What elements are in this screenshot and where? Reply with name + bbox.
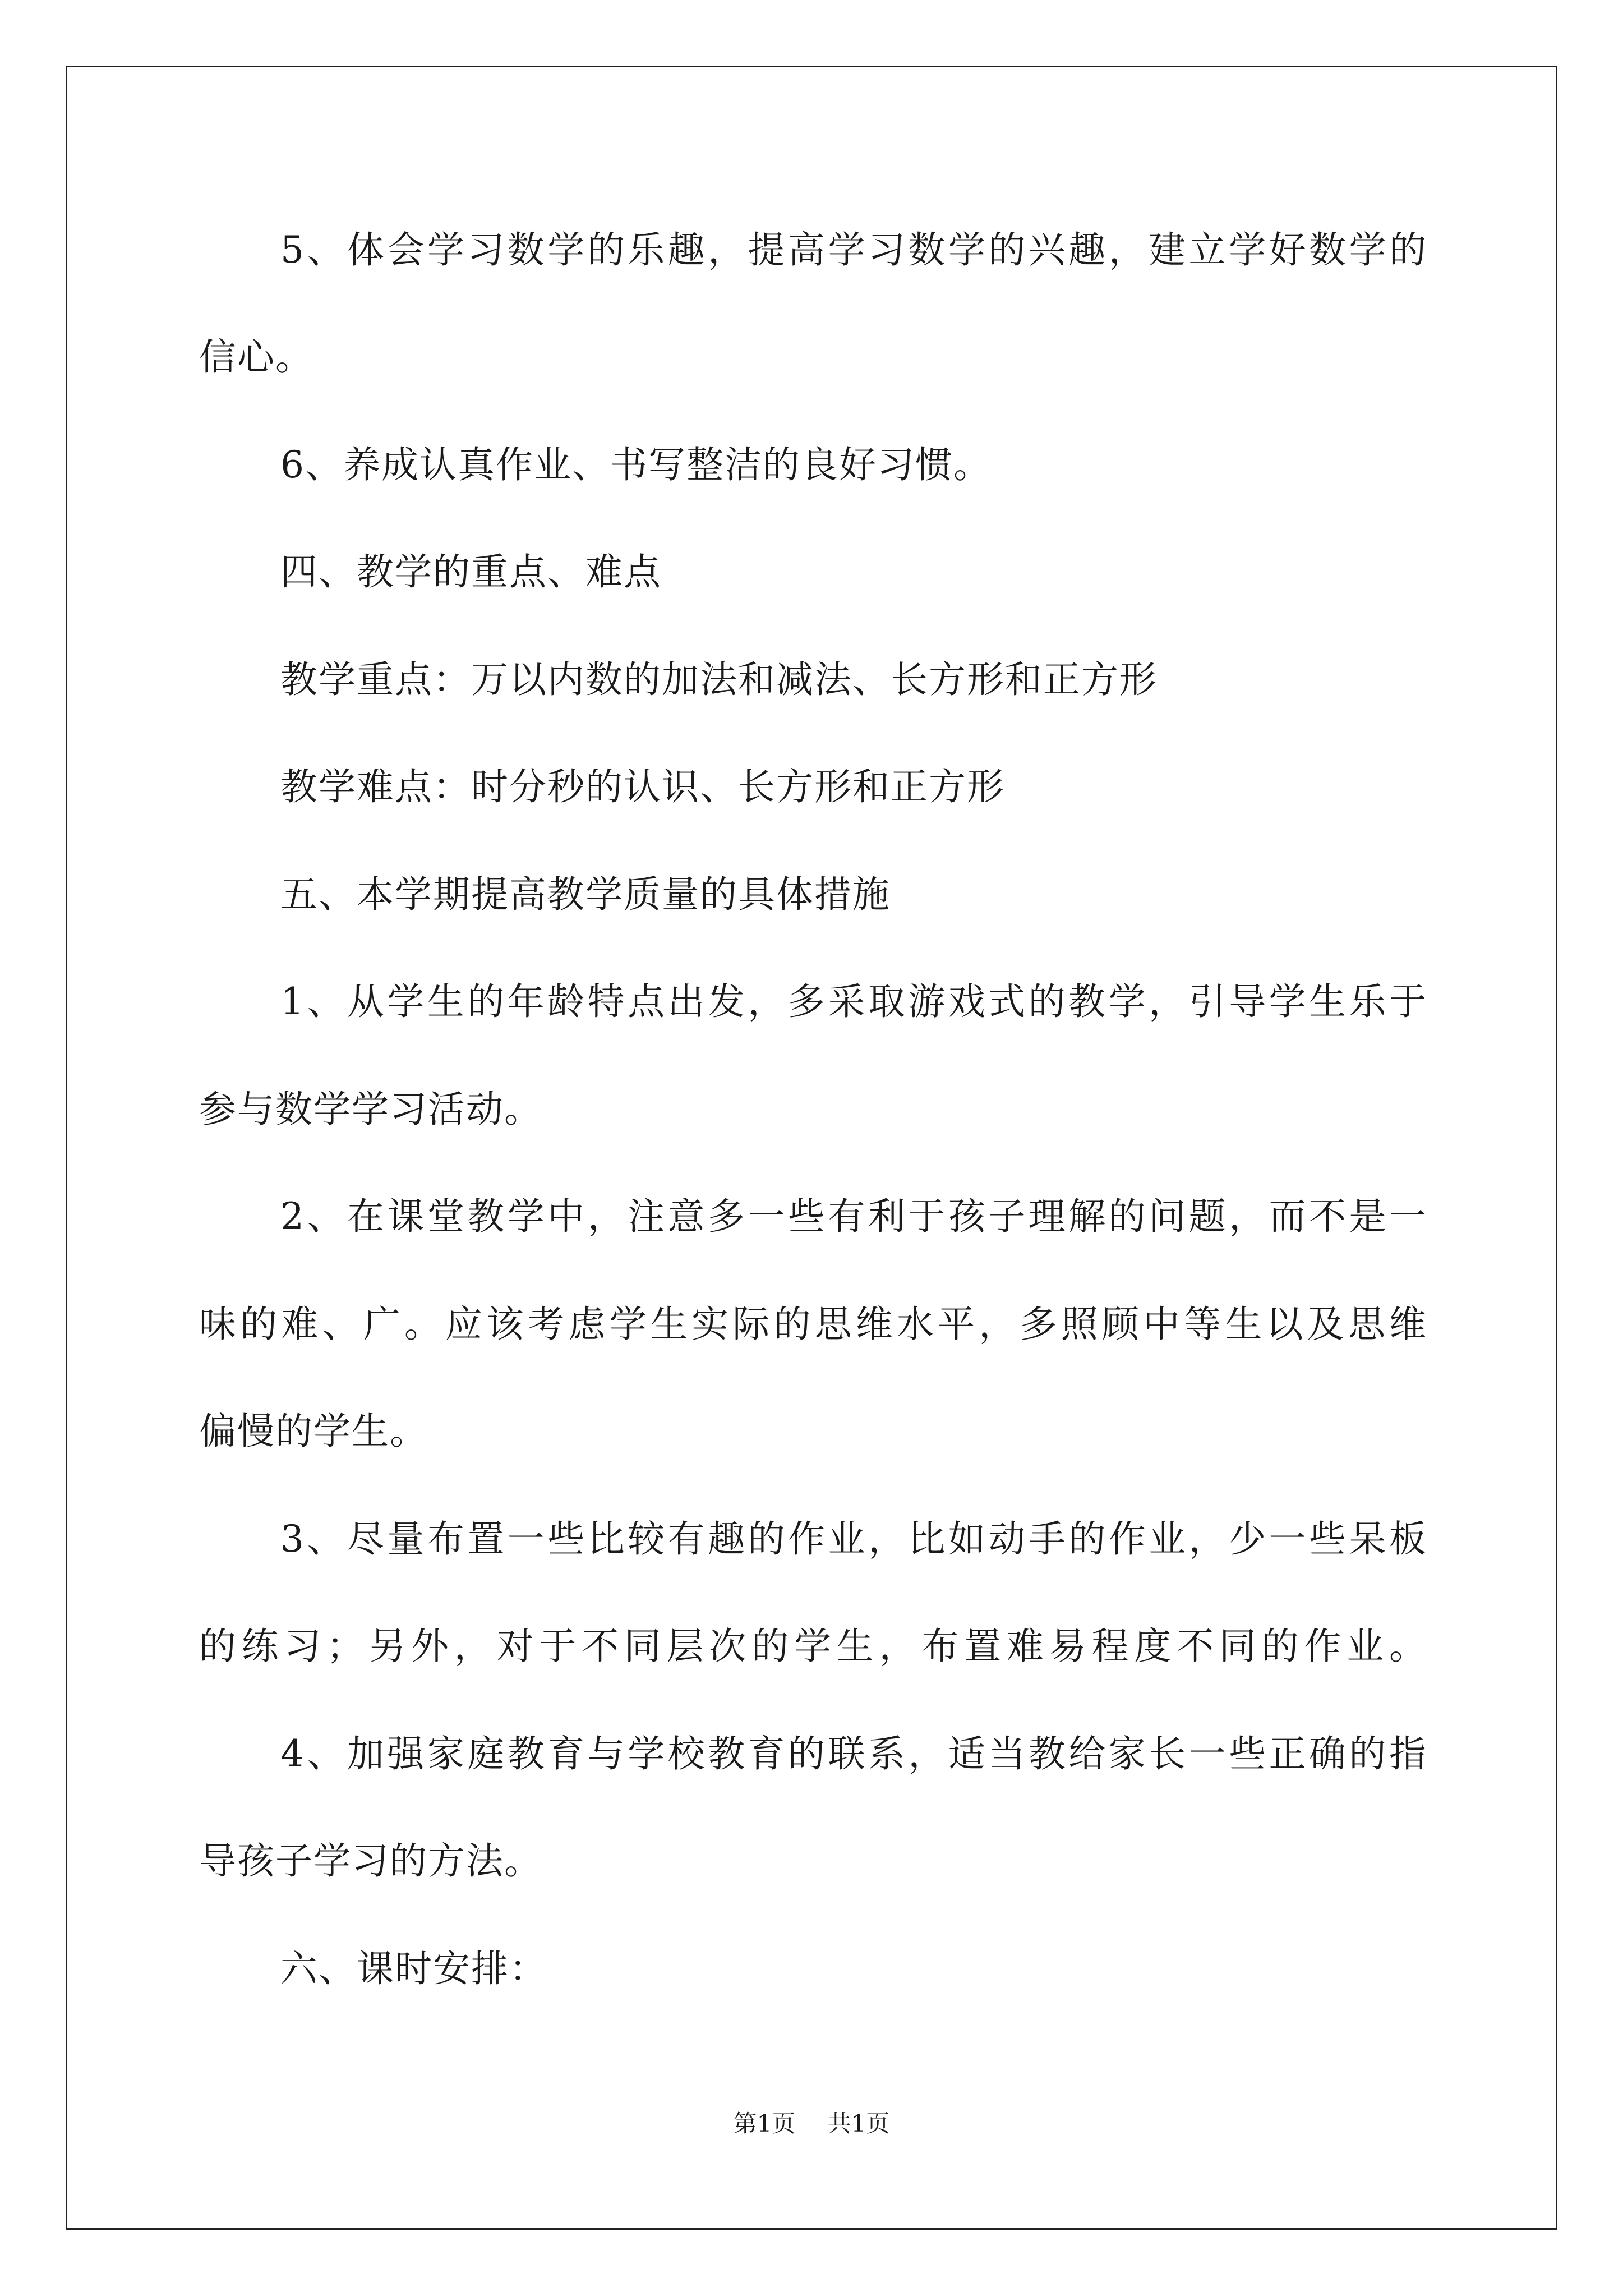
- paragraph-line: 导孩子学习的方法。: [199, 1839, 542, 1883]
- paragraph-line: 4、加强家庭教育与学校教育的联系，适当教给家长一些正确的指: [280, 1732, 1427, 1775]
- section-heading: 六、课时安排：: [280, 1947, 547, 1990]
- paragraph-line: 偏慢的学生。: [199, 1410, 428, 1453]
- paragraph-line: 教学重点：万以内数的加法和减法、长方形和正方形: [280, 658, 1158, 701]
- section-heading: 五、本学期提高教学质量的具体措施: [280, 873, 891, 916]
- paragraph-line: 5、体会学习数学的乐趣，提高学习数学的兴趣，建立学好数学的: [280, 228, 1427, 272]
- paragraph-line: 信心。: [199, 335, 313, 379]
- page-number-current: 第1页: [733, 2110, 796, 2137]
- page-number-total: 共1页: [827, 2110, 890, 2137]
- paragraph-line: 6、养成认真作业、书写整洁的良好习惯。: [280, 443, 992, 486]
- paragraph-line: 1、从学生的年龄特点出发，多采取游戏式的教学，引导学生乐于: [280, 980, 1427, 1023]
- paragraph-line: 2、在课堂教学中，注意多一些有利于孩子理解的问题，而不是一: [280, 1195, 1427, 1238]
- page-border: [66, 66, 1557, 2230]
- paragraph-line: 的练习；另外，对于不同层次的学生，布置难易程度不同的作业。: [199, 1625, 1427, 1668]
- section-heading: 四、教学的重点、难点: [280, 550, 662, 593]
- paragraph-line: 3、尽量布置一些比较有趣的作业，比如动手的作业，少一些呆板: [280, 1517, 1427, 1561]
- paragraph-line: 味的难、广。应该考虑学生实际的思维水平，多照顾中等生以及思维: [199, 1303, 1427, 1346]
- page-footer: [0, 2112, 1623, 2136]
- paragraph-line: 教学难点：时分秒的认识、长方形和正方形: [280, 765, 1005, 808]
- paragraph-line: 参与数学学习活动。: [199, 1088, 542, 1131]
